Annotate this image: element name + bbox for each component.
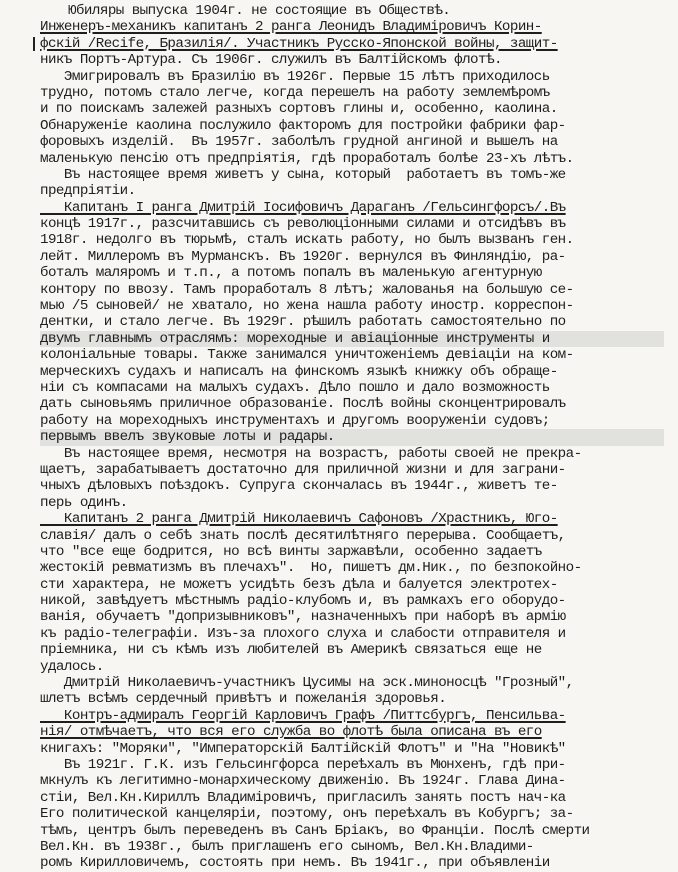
text-line: Эмигрировалъ въ Бразилію въ 1926г. Первые 15 лѣтъ приходилось <box>40 68 550 85</box>
text-line: форовыхъ изделій. Въ 1957г. заболѣлъ грудной ангиной и вышелъ на <box>40 134 558 151</box>
text-line: удалось. <box>40 658 104 675</box>
text-line: мерческихъ судахъ и написалъ на финскомъ языкѣ книжку объ обраще- <box>40 363 558 380</box>
text-line: боталъ маляромъ и т.п., а потомъ попалъ въ маленькую агентурную <box>40 265 542 282</box>
text-line: дентки, и стало легче. Въ 1929г. рѣшилъ работать самостоятельно по <box>40 314 566 331</box>
page-title: Юбиляры выпуска 1904г. не состоящие въ Обществѣ. <box>68 3 451 19</box>
text-line: никой, завѣдуетъ мѣстнымъ радіо-клубомъ и, въ рамкахъ его оборудо- <box>40 593 566 610</box>
text-line: жестокій ревматизмъ въ плечахъ". Но, пишетъ дм.Ник., по безпокойно- <box>40 560 582 577</box>
text-line: Въ настоящее время, несмотря на возрастъ, работы своей не прекра- <box>40 445 582 462</box>
page-body <box>40 19 664 871</box>
text-line: никъ Портъ-Артура. Съ 1906г. служилъ въ Балтійскомъ флотѣ. <box>40 52 502 69</box>
text-line: трудно, потомъ стало легче, когда перешелъ на работу землемѣромъ <box>40 84 550 101</box>
text-line: концѣ 1917г., разсчитавшись съ революціонными силами и отсидѣвъ въ <box>40 216 566 233</box>
text-line: книгахъ: "Моряки", "Императорскій Балтійскій Флотъ" и "На "Новикѣ" <box>40 740 566 757</box>
margin-mark <box>33 37 35 51</box>
text-line: и по поискамъ залежей разныхъ сортовъ глины и, особенно, каолина. <box>40 101 558 118</box>
text-line: Капитанъ 2 ранга Дмитрій Николаевичъ Сафоновъ /Храстникъ, Юго- <box>40 511 558 528</box>
text-line: къ радіо-телеграфіи. Изъ-за плохого слуха и слабости отправителя и <box>40 625 566 642</box>
text-line: ванія, обучаетъ "допризывниковъ", назначенныхъ при наборѣ въ армію <box>40 609 566 626</box>
text-line: чныхъ дѣловыхъ поѣздокъ. Супруга скончалась въ 1944г., живетъ те- <box>40 478 558 495</box>
text-line: маленькую пенсію отъ предпріятія, гдѣ проработалъ болѣе 23-хъ лѣтъ. <box>40 150 574 167</box>
text-line: предпріятіи. <box>40 183 136 200</box>
text-line: контору по ввозу. Тамъ проработалъ 8 лѣтъ; жалованья на большую се- <box>40 281 574 298</box>
text-line: Контръ-адмиралъ Георгій Карловичъ Графъ /Питтсбургъ, Пенсильва- <box>40 707 566 724</box>
text-line: двумъ главнымъ отраслямъ: мореходные и авіаціонные инструменты и <box>40 331 664 347</box>
text-line: Въ настоящее время живетъ у сына, который работаетъ въ томъ-же <box>40 166 566 183</box>
text-line: колоніальные товары. Также занимался уничтоженіемъ девіаціи на ком- <box>40 347 574 364</box>
text-line: славія/ далъ о себѣ знать послѣ десятилѣтняго перерыва. Сообщаетъ, <box>40 527 566 544</box>
text-line: мкнулъ къ легитимно-монархическому движенію. Въ 1924г. Глава Дина- <box>40 773 566 790</box>
text-line: тѣмъ, центръ былъ переведенъ въ Санъ Бріакъ, во Франціи. Послѣ смерти <box>40 822 590 839</box>
text-line: мью /5 сыновей/ не хватало, но жена нашла работу иностр. корреспон- <box>40 298 574 315</box>
text-line: Дмитрій Николаевичъ-участникъ Цусимы на эск.миноносцѣ "Грозный", <box>40 675 574 692</box>
text-line: ніи съ компасами на малыхъ судахъ. Дѣло пошло и дало возможность <box>40 379 550 396</box>
text-line: что "все еще бодрится, но всѣ винты заржавѣли, особенно задаетъ <box>40 543 542 560</box>
text-line: сти характера, не можетъ усидѣть безъ дѣла и балуется электротех- <box>40 576 558 593</box>
text-line: дать сыновьямъ приличное образованіе. Послѣ войны сконцентрировалъ <box>40 396 566 413</box>
text-line: первымъ ввелъ звуковые лоты и радары. <box>40 429 664 445</box>
text-line: фскій /Recife, Бразилія/. Участникъ Русско-Японской войны, защит- <box>40 35 558 52</box>
text-line: щаетъ, зарабатываетъ достаточно для приличной жизни и для заграни- <box>40 461 566 478</box>
text-line: шлетъ всѣмъ сердечный привѣтъ и пожеланія здоровья. <box>40 691 447 708</box>
text-line: лейт. Миллеромъ въ Мурманскъ. Въ 1920г. вернулся въ Финляндію, ра- <box>40 248 566 265</box>
text-line: Вел.Кн. въ 1938г., былъ приглашенъ его сыномъ, Вел.Кн.Владими- <box>40 838 534 855</box>
text-line: Обнаруженіе каолина послужило факторомъ для постройки фабрики фар- <box>40 117 566 134</box>
text-line: стіи, Вел.Кн.Кириллъ Владиміровичъ, пригласилъ занять постъ нач-ка <box>40 789 566 806</box>
text-line: ромъ Кирилловичемъ, состоять при немъ. Въ 1941г., при объявленіи <box>40 855 550 872</box>
text-line: работу на мореходныхъ инструментахъ и другомъ вооруженіи судовъ; <box>40 412 550 429</box>
text-line: Инженеръ-механикъ капитанъ 2 ранга Леонидъ Владиміровичъ Корин- <box>40 19 542 36</box>
text-line: перь одинъ. <box>40 494 128 511</box>
text-line: Въ 1921г. Г.К. изъ Гельсингфорса переѣхалъ въ Мюнхенъ, гдѣ при- <box>40 756 566 773</box>
text-line: пріемника, ни съ кѣмъ изъ любителей въ Америкѣ связаться еще не <box>40 642 542 659</box>
text-line: Капитанъ I ранга Дмитрій Іосифовичъ Дараганъ /Гельсингфорсъ/.Въ <box>40 199 566 216</box>
text-line: нія/ отмѣчаетъ, что вся его служба во флотѣ была описана въ его <box>40 724 542 741</box>
text-line: Его политической канцеляріи, поэтому, онъ переѣхалъ въ Кобургъ; за- <box>40 806 574 823</box>
text-line: 1918г. недолго въ тюрьмѣ, сталъ искать работу, но былъ вызванъ ген. <box>40 232 574 249</box>
